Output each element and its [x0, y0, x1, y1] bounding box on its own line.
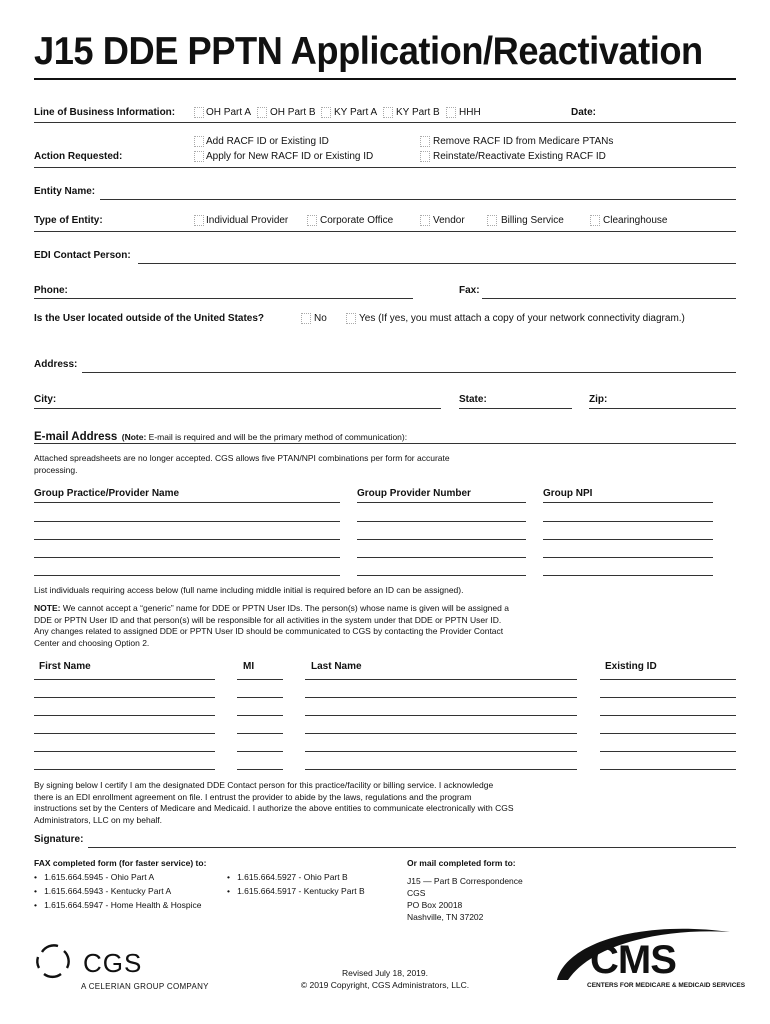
group-name-header: Group Practice/Provider Name — [34, 488, 180, 499]
group-name-field[interactable] — [34, 575, 340, 576]
group-npi-header-rule — [543, 502, 713, 503]
first-name-header-rule — [34, 679, 215, 680]
action-option: Apply for New RACF ID or Existing ID — [206, 151, 374, 162]
mail-line: PO Box 20018 — [407, 900, 463, 910]
lob-option: KY Part A — [334, 107, 378, 118]
mail-line: Nashville, TN 37202 — [407, 912, 484, 922]
copyright: © 2019 Copyright, CGS Administrators, LLC. — [300, 980, 470, 990]
edi-contact-field[interactable] — [138, 263, 736, 264]
fax-item — [227, 872, 348, 882]
mail-line: J15 — Part B Correspondence — [407, 876, 523, 886]
cgs-tagline: A CELERIAN GROUP COMPANY — [81, 982, 209, 991]
last-name-field[interactable] — [305, 769, 577, 770]
lob-rule — [34, 122, 736, 123]
mail-heading: Or mail completed form to: — [407, 858, 516, 868]
entity-billing-checkbox[interactable] — [487, 215, 497, 226]
action-label: Action Requested: — [34, 151, 123, 162]
mail-line: CGS — [407, 888, 426, 898]
lob-oh-b-checkbox[interactable] — [257, 107, 267, 118]
email-label: E-mail Address — [34, 431, 118, 443]
certification-text: By signing below I certify I am the designated DDE Contact person for this practice/facility or billing service. I acknowledge there is an EDI enrollment agreement on file. I entrust the provider to abide by the laws, regulations and the program instructions set by the Centers of Medicare and Medicaid. I authorize the above entities to communicate electronically with CGS Administrators, LLC on my behalf. — [34, 780, 514, 825]
group-number-field[interactable] — [357, 539, 526, 540]
list-instructions: List individuals requiring access below (full name including middle initial is required before an ID can be assigned). — [34, 585, 464, 595]
existing-id-header-rule — [600, 679, 736, 680]
action-option: Remove RACF ID from Medicare PTANs — [433, 136, 614, 147]
note-text: We cannot accept a “generic” name for DDE or PPTN User IDs. The person(s) whose name is given will be assigned a DDE or PPTN User ID and that person(s) will be responsible for all activities in the system under that DDE or PPTN User ID. Any changes related to assigned DDE or PPTN User ID should be communicated to CGS by contacting the Provider Contact Center and choosing Option 2. — [34, 603, 509, 648]
entity-option: Vendor — [433, 215, 465, 226]
lob-option: HHH — [459, 107, 481, 118]
mi-header: MI — [243, 661, 255, 672]
phone-field[interactable] — [34, 298, 413, 299]
address-field[interactable] — [82, 372, 736, 373]
mi-field[interactable] — [237, 751, 283, 752]
email-note-bold: (Note: — [121, 432, 147, 442]
fax-number: 1.615.664.5917 - Kentucky Part B — [237, 886, 365, 896]
action-apply-checkbox[interactable] — [194, 151, 204, 162]
last-name-field[interactable] — [305, 715, 577, 716]
group-npi-header: Group NPI — [543, 488, 593, 499]
email-field[interactable] — [34, 443, 736, 444]
fax-label: Fax: — [459, 285, 480, 296]
fax-number: 1.615.664.5927 - Ohio Part B — [237, 872, 348, 882]
fax-item — [227, 886, 365, 896]
lob-label: Line of Business Information: — [34, 107, 176, 118]
group-name-header-rule — [34, 502, 340, 503]
cms-tagline: CENTERS FOR MEDICARE & MEDICAID SERVICES — [587, 982, 746, 989]
outside-us-label: Is the User located outside of the United States? — [34, 313, 265, 324]
existing-id-header: Existing ID — [605, 661, 657, 672]
address-label: Address: — [34, 359, 78, 370]
city-field[interactable] — [34, 408, 441, 409]
state-label: State: — [459, 394, 487, 405]
bullet-icon: • — [227, 872, 230, 882]
revised-date: Revised July 18, 2019. — [342, 968, 428, 978]
first-name-field[interactable] — [34, 769, 215, 770]
entity-vendor-checkbox[interactable] — [420, 215, 430, 226]
group-number-field[interactable] — [357, 575, 526, 576]
spreadsheet-note: Attached spreadsheets are no longer accepted. CGS allows five PTAN/NPI combinations per form for accurate processing. — [34, 453, 450, 475]
first-name-header: First Name — [39, 661, 91, 672]
bullet-icon: • — [227, 886, 230, 896]
group-npi-field[interactable] — [543, 575, 713, 576]
mi-header-rule — [237, 679, 283, 680]
mi-field[interactable] — [237, 733, 283, 734]
group-name-field[interactable] — [34, 557, 340, 558]
form-title: J15 DDE PPTN Application/Reactivation — [34, 30, 703, 73]
bullet-icon: • — [34, 900, 37, 910]
mi-field[interactable] — [237, 715, 283, 716]
fax-item — [34, 886, 171, 896]
group-number-header-rule — [357, 502, 526, 503]
first-name-field[interactable] — [34, 715, 215, 716]
title-rule — [34, 78, 736, 80]
entity-type-label: Type of Entity: — [34, 215, 103, 226]
entity-name-field[interactable] — [100, 199, 736, 200]
action-remove-checkbox[interactable] — [420, 136, 430, 147]
first-name-field[interactable] — [34, 751, 215, 752]
entity-individual-checkbox[interactable] — [194, 215, 204, 226]
outside-no-checkbox[interactable] — [301, 313, 311, 324]
group-name-field[interactable] — [34, 521, 340, 522]
fax-number: 1.615.664.5945 - Ohio Part A — [44, 872, 155, 882]
entity-corporate-checkbox[interactable] — [307, 215, 317, 226]
last-name-header: Last Name — [311, 661, 362, 672]
action-add-checkbox[interactable] — [194, 136, 204, 147]
group-npi-field[interactable] — [543, 521, 713, 522]
existing-id-field[interactable] — [600, 715, 736, 716]
cgs-wordmark: CGS — [83, 948, 143, 978]
state-field[interactable] — [459, 408, 572, 409]
note-bold: NOTE: — [34, 603, 61, 613]
cgs-logo — [34, 942, 72, 985]
cms-wordmark: CMS — [590, 938, 676, 982]
existing-id-field[interactable] — [600, 751, 736, 752]
fax-heading: FAX completed form (for faster service) to: — [34, 858, 207, 868]
zip-field[interactable] — [589, 408, 736, 409]
last-name-field[interactable] — [305, 751, 577, 752]
last-name-field[interactable] — [305, 733, 577, 734]
last-name-field[interactable] — [305, 697, 577, 698]
lob-oh-a-checkbox[interactable] — [194, 107, 204, 118]
entity-option: Corporate Office — [320, 215, 394, 226]
group-number-header: Group Provider Number — [357, 488, 471, 499]
entity-option: Clearinghouse — [603, 215, 668, 226]
signature-field[interactable] — [88, 847, 736, 848]
city-label: City: — [34, 394, 57, 405]
lob-ky-a-checkbox[interactable] — [321, 107, 331, 118]
edi-contact-label: EDI Contact Person: — [34, 250, 131, 261]
lob-hhh-checkbox[interactable] — [446, 107, 456, 118]
mi-field[interactable] — [237, 697, 283, 698]
first-name-field[interactable] — [34, 733, 215, 734]
group-number-field[interactable] — [357, 521, 526, 522]
fax-item — [34, 872, 154, 882]
existing-id-field[interactable] — [600, 697, 736, 698]
action-option: Reinstate/Reactivate Existing RACF ID — [433, 151, 606, 162]
lob-option: OH Part A — [206, 107, 252, 118]
lob-option: OH Part B — [270, 107, 316, 118]
entity-type-rule — [34, 231, 736, 232]
lob-option: KY Part B — [396, 107, 440, 118]
phone-label: Phone: — [34, 285, 68, 296]
date-label: Date: — [571, 107, 597, 118]
entity-name-label: Entity Name: — [34, 186, 96, 197]
outside-yes-label: Yes (If yes, you must attach a copy of your network connectivity diagram.) — [359, 313, 685, 324]
outside-no-label: No — [314, 313, 327, 324]
group-number-field[interactable] — [357, 557, 526, 558]
bullet-icon: • — [34, 872, 37, 882]
existing-id-field[interactable] — [600, 733, 736, 734]
note-paragraph — [34, 603, 514, 649]
first-name-field[interactable] — [34, 697, 215, 698]
entity-option: Individual Provider — [206, 215, 289, 226]
mi-field[interactable] — [237, 769, 283, 770]
last-name-header-rule — [305, 679, 577, 680]
fax-field[interactable] — [482, 298, 736, 299]
action-rule — [34, 167, 736, 168]
group-name-field[interactable] — [34, 539, 340, 540]
entity-clearinghouse-checkbox[interactable] — [590, 215, 600, 226]
outside-yes-checkbox[interactable] — [346, 313, 356, 324]
cgs-logo-mark-icon — [34, 942, 72, 980]
action-option: Add RACF ID or Existing ID — [206, 136, 329, 147]
bullet-icon: • — [34, 886, 37, 896]
entity-option: Billing Service — [501, 215, 564, 226]
signature-label: Signature: — [34, 834, 84, 845]
action-reinstate-checkbox[interactable] — [420, 151, 430, 162]
existing-id-field[interactable] — [600, 769, 736, 770]
zip-label: Zip: — [589, 394, 608, 405]
group-npi-field[interactable] — [543, 557, 713, 558]
group-npi-field[interactable] — [543, 539, 713, 540]
lob-ky-b-checkbox[interactable] — [383, 107, 393, 118]
fax-number: 1.615.664.5947 - Home Health & Hospice — [44, 900, 202, 910]
fax-number: 1.615.664.5943 - Kentucky Part A — [44, 886, 172, 896]
email-note: E-mail is required and will be the primary method of communication): — [146, 432, 408, 442]
fax-item — [34, 900, 201, 910]
